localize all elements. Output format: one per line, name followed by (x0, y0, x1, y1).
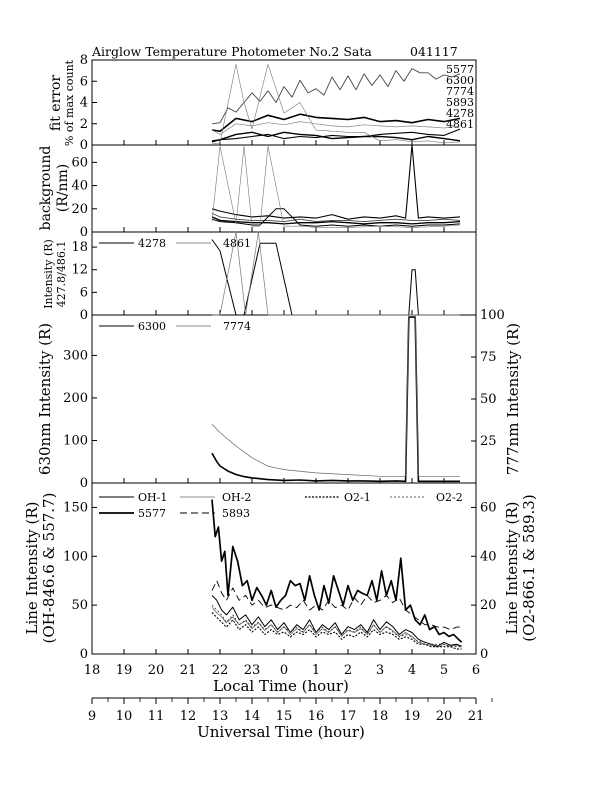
legend-label-o21: O2-1 (344, 491, 371, 504)
panel-5-ylabel-line1: Line Intensity (R) (23, 501, 41, 635)
panel-1-series-label-4861: 4861 (446, 118, 474, 131)
local-time-tick-label: 23 (243, 663, 261, 678)
panel-1-series-label-7774: 7774 (446, 85, 474, 98)
y-tick-label: 20 (71, 201, 88, 217)
y2-tick-label: 0 (480, 647, 489, 662)
ut-tick-label: 11 (147, 709, 165, 724)
legend-label-4278: 4278 (138, 237, 166, 250)
panel-3-ylabel-line1: Intensity (R) (42, 239, 55, 309)
panel-5-ylabel-line2: (OH-846.6 & 557.7) (40, 492, 58, 644)
local-time-tick-label: 20 (147, 663, 165, 678)
ut-label: Universal Time (hour) (197, 723, 365, 741)
ut-tick-label: 16 (307, 709, 325, 724)
y-tick-label: 100 (63, 433, 88, 449)
legend-label-7774: 7774 (223, 320, 251, 333)
y2-tick-label: 100 (480, 308, 505, 323)
panel-1-series-label-5577: 5577 (446, 63, 474, 76)
local-time-tick-label: 21 (179, 663, 197, 678)
y-tick-label: 18 (71, 240, 88, 256)
local-time-tick-label: 22 (211, 663, 229, 678)
legend-label-5893: 5893 (222, 507, 250, 520)
y2-tick-label: 25 (480, 434, 497, 449)
panel-3-legend (99, 237, 251, 250)
y-tick-label: 6 (79, 285, 88, 301)
panel-frames (92, 60, 476, 654)
y-tick-label: 4 (79, 95, 88, 111)
y-tick-label: 0 (79, 647, 88, 662)
panel-2-frame (92, 145, 476, 232)
panel-5-y2label-line2: (O2-866.1 & 589.3) (520, 494, 538, 642)
local-time-tick-label: 4 (407, 663, 417, 678)
legend-label-o22: O2-2 (436, 491, 463, 504)
panel-5-y2label-line1: Line Intensity (R) (503, 501, 521, 635)
ut-tick-label: 21 (467, 709, 485, 724)
ut-tick-label: 12 (179, 709, 197, 724)
local-time-tick-label: 19 (115, 663, 133, 678)
y-tick-label: 150 (63, 500, 88, 516)
panel-1-ylabel-line1: fit error (48, 74, 64, 132)
panel-5-y2label (503, 494, 538, 641)
ut-tick-label: 18 (371, 709, 389, 724)
legend-label-4861: 4861 (223, 237, 251, 250)
y2-tick-label: 20 (480, 598, 497, 614)
series-line-p1-6300 (212, 114, 460, 131)
local-time-tick-label: 3 (375, 663, 385, 678)
series-line-p1-4861 (212, 64, 460, 144)
panel-3-ylabel-line2: 427.8/486.1 (55, 240, 68, 308)
series-line-p4-7774 (212, 315, 460, 476)
legend-label-oh2: OH-2 (222, 491, 252, 504)
panel-1-ylabel-line2: % of max count (63, 59, 76, 147)
y-tick-label: 6 (79, 74, 88, 90)
y-tick-label: 50 (71, 598, 88, 614)
panel-1-series-label-6300: 6300 (446, 74, 474, 87)
panel-1-series-label-5893: 5893 (446, 96, 474, 109)
ut-tick-label: 10 (115, 709, 133, 724)
ut-tick-label: 17 (339, 709, 357, 724)
panel-1-series-label-4278: 4278 (446, 107, 474, 120)
y-tick-label: 0 (79, 308, 88, 323)
y-tick-label: 0 (79, 476, 88, 491)
y-tick-label: 0 (79, 138, 88, 153)
y-tick-label: 100 (63, 549, 88, 565)
panel-2-ylabel-line1: background (38, 145, 54, 231)
y-tick-label: 0 (79, 225, 88, 240)
y2-tick-label: 60 (480, 500, 497, 516)
y-tick-label: 8 (79, 53, 88, 68)
local-time-tick-label: 2 (343, 663, 353, 678)
y-tick-label: 2 (79, 116, 88, 132)
panel-4-legend (99, 320, 251, 333)
y2-tick-label: 40 (480, 549, 497, 565)
y-tick-label: 200 (63, 390, 88, 406)
y-tick-label: 40 (71, 178, 88, 194)
series-line-p3-4278 (212, 240, 460, 316)
panel-4-ylabel: 630nm Intensity (R) (36, 322, 54, 476)
legend-label-5577: 5577 (138, 507, 166, 520)
legend-label-oh1: OH-1 (138, 491, 168, 504)
local-time-tick-label: 6 (471, 663, 481, 678)
panel-2-ylabel-line2: (R/nm) (55, 163, 71, 213)
figure-date: 041117 (410, 44, 458, 59)
local-time-tick-label: 5 (439, 663, 449, 678)
y-tick-label: 60 (71, 155, 88, 171)
series-line-p2-background-1 (212, 145, 460, 219)
local-time-label: Local Time (hour) (213, 677, 349, 695)
data-series (212, 64, 462, 649)
panel-1-ylabel (48, 59, 76, 146)
panel-4-y2label: 777nm Intensity (R) (504, 322, 522, 476)
panel-5-legend (99, 491, 463, 520)
y2-tick-label: 75 (480, 350, 497, 365)
series-line-p4-6300 (212, 317, 460, 481)
ut-tick-label: 13 (211, 709, 229, 724)
local-time-tick-label: 1 (311, 663, 321, 678)
y2-tick-label: 50 (480, 392, 497, 407)
series-line-p1-5577 (212, 69, 460, 124)
series-line-p5-oh-2 (212, 607, 462, 647)
local-time-tick-label: 0 (279, 663, 289, 678)
ut-tick-label: 14 (243, 709, 261, 724)
legend-label-6300: 6300 (138, 320, 166, 333)
ut-tick-label: 9 (87, 709, 97, 724)
y-tick-label: 12 (71, 262, 88, 278)
y-tick-label: 300 (63, 348, 88, 364)
panel-2-ylabel (38, 146, 71, 231)
local-time-tick-label: 18 (83, 663, 101, 678)
series-line-p5-oh-1 (212, 595, 462, 646)
panel-5-ylabel (23, 493, 58, 644)
panel-3-ylabel (42, 239, 68, 309)
ut-tick-label: 15 (275, 709, 293, 724)
ut-tick-label: 19 (403, 709, 421, 724)
ut-tick-label: 20 (435, 709, 453, 724)
figure-title: Airglow Temperature Photometer No.2 Sata (92, 44, 372, 59)
